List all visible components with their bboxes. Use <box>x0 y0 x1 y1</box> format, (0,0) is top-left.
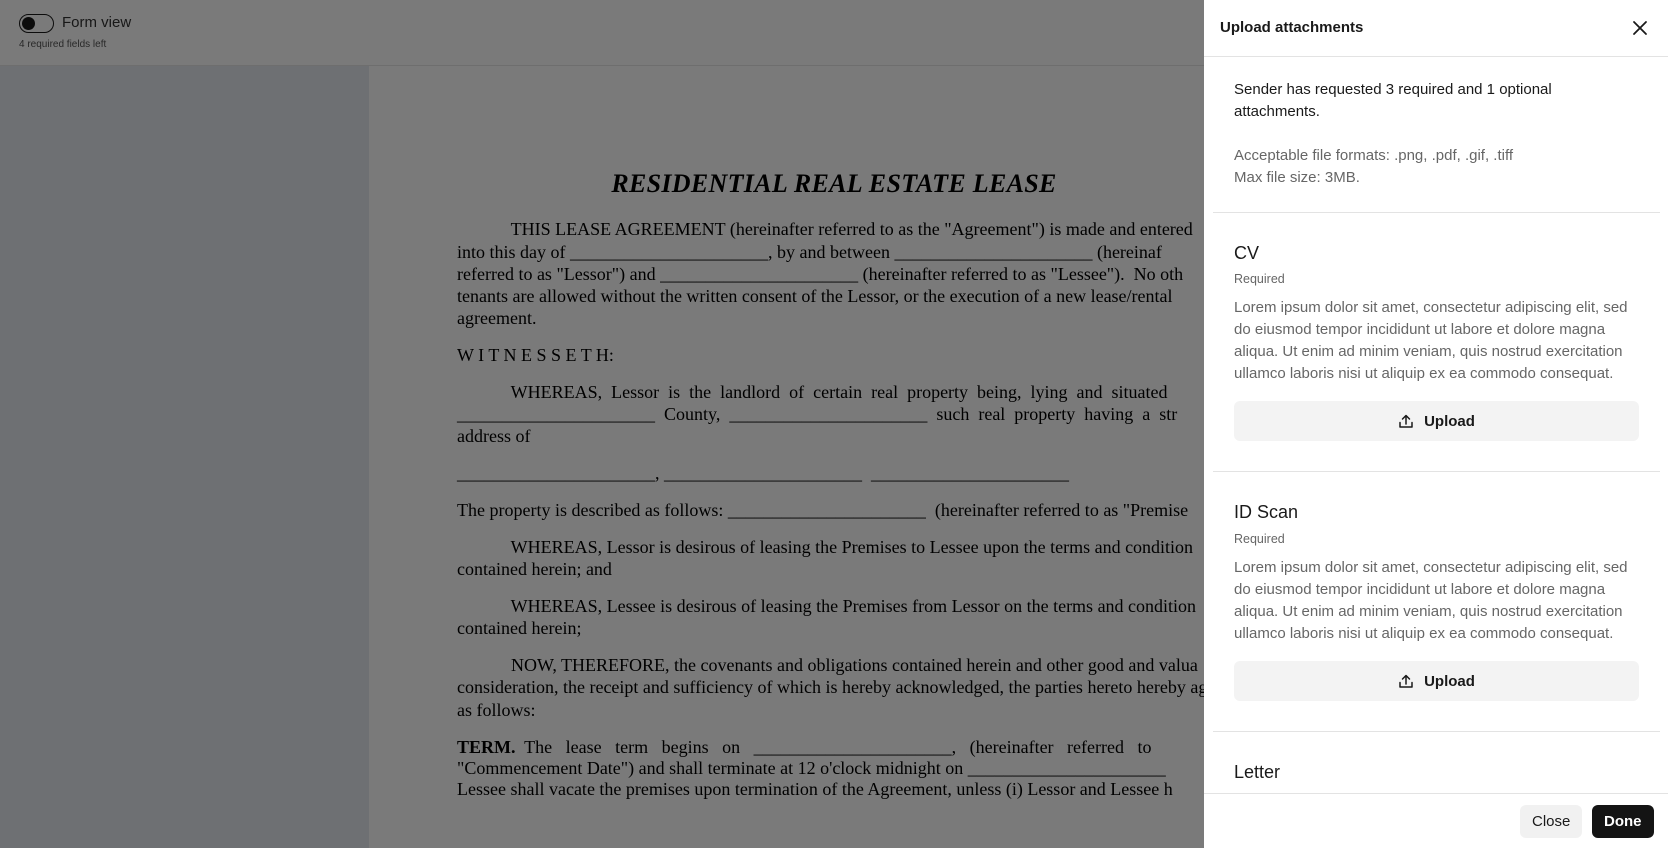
panel-footer <box>1204 793 1668 848</box>
attachment-title: CV <box>1234 243 1260 263</box>
upload-icon <box>1398 413 1414 429</box>
upload-attachments-panel <box>1204 0 1668 848</box>
upload-label: Upload <box>1424 412 1475 430</box>
request-summary: Sender has requested 3 required and 1 optional attachments. <box>1234 81 1552 120</box>
panel-title: Upload attachments <box>1220 19 1364 36</box>
close-icon[interactable] <box>1628 16 1652 40</box>
attachment-required-label: Required <box>1234 532 1285 546</box>
attachment-description: Lorem ipsum dolor sit amet, consectetur adipiscing elit, sed do eiusmod tempor incididunt ut labore et dolore magna aliqua. Ut enim ad minim veniam, quis nostrud exercitation ullamco laboris nisi ut aliquip ex ea commodo consequat. <box>1234 299 1628 382</box>
divider <box>1213 212 1660 213</box>
upload-label: Upload <box>1424 672 1475 690</box>
attachment-description: Lorem ipsum dolor sit amet, consectetur adipiscing elit, sed do eiusmod tempor incididunt ut labore et dolore magna aliqua. Ut enim ad minim veniam, quis nostrud exercitation ullamco laboris nisi ut aliquip ex ea commodo consequat. <box>1234 559 1628 642</box>
attachment-title: Letter <box>1234 762 1281 782</box>
panel-body[interactable] <box>1204 57 1668 793</box>
upload-icon <box>1398 673 1414 689</box>
divider <box>1213 471 1660 472</box>
divider <box>1213 731 1660 732</box>
panel-header <box>1204 0 1668 57</box>
done-button[interactable]: Done <box>1592 805 1654 838</box>
accepted-formats: Acceptable file formats: .png, .pdf, .gif, .tiff <box>1234 147 1514 164</box>
attachment-required-label: Required <box>1234 272 1285 286</box>
upload-id-scan-button[interactable] <box>1234 661 1639 701</box>
upload-cv-button[interactable] <box>1234 401 1639 441</box>
attachment-title: ID Scan <box>1234 502 1299 522</box>
close-button[interactable]: Close <box>1520 805 1582 838</box>
max-file-size: Max file size: 3MB. <box>1234 169 1360 186</box>
file-requirements <box>1234 145 1634 189</box>
